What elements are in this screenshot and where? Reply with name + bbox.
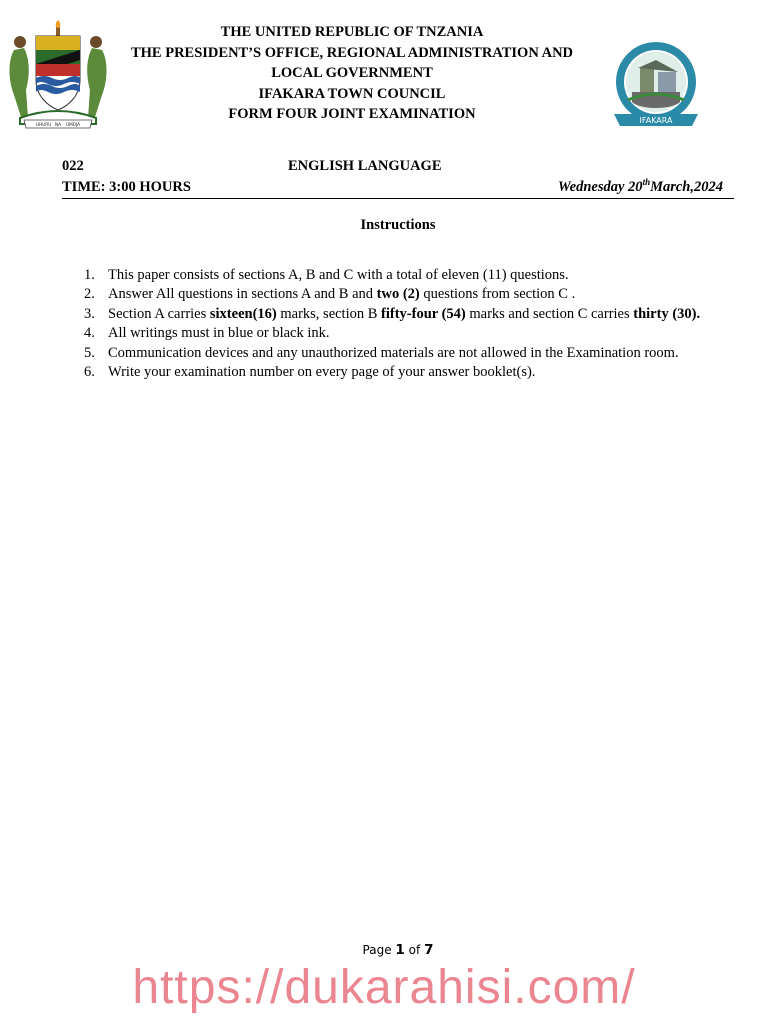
instruction-number: 4. <box>84 325 95 342</box>
page-footer <box>0 942 768 958</box>
instruction-fragment: marks and section C carries <box>465 305 634 322</box>
exam-header <box>100 22 604 125</box>
council-seal-icon <box>606 40 706 130</box>
instruction-fragment: Section A carries <box>108 305 210 322</box>
instruction-number: 3. <box>84 305 95 322</box>
page-number: 1 <box>395 942 405 958</box>
instruction-emphasis: fifty-four (54) <box>381 305 466 322</box>
instruction-text <box>108 266 569 285</box>
paper-code: 022 <box>62 158 84 174</box>
instruction-text <box>108 344 679 363</box>
instruction-item <box>84 344 700 363</box>
header-line-office: THE PRESIDENT’S OFFICE, REGIONAL ADMINISTRATION AND <box>130 44 574 61</box>
instruction-text <box>108 305 700 324</box>
page-word: Page <box>362 943 392 957</box>
exam-duration: TIME: 3:00 HOURS <box>62 179 191 195</box>
date-prefix: Wednesday 20 <box>557 179 643 195</box>
instruction-fragment: marks, section B <box>276 305 382 322</box>
exam-date <box>558 179 723 196</box>
instruction-item <box>84 285 700 304</box>
motto-word-2: NA <box>55 122 61 127</box>
header-divider <box>62 198 734 199</box>
instruction-item <box>84 363 700 382</box>
instruction-fragment: Answer All questions in sections A and B and <box>108 286 377 303</box>
instructions-list <box>84 266 700 382</box>
instruction-fragment: All writings must in blue or black ink. <box>108 325 330 342</box>
date-suffix: March,2024 <box>650 179 723 195</box>
instruction-emphasis: thirty (30). <box>633 305 701 322</box>
instruction-text <box>108 324 330 343</box>
motto-word-3: UMOJA <box>66 122 80 127</box>
instructions-title: Instructions <box>360 217 436 233</box>
header-line-country: THE UNITED REPUBLIC OF TNZANIA <box>220 24 484 40</box>
instruction-fragment: This paper consists of sections A, B and C with a total of eleven (11) questions. <box>108 267 569 283</box>
instruction-fragment: questions from section C . <box>419 286 576 303</box>
instruction-item <box>84 266 700 285</box>
instruction-emphasis: sixteen(16) <box>209 305 277 322</box>
page-total: 7 <box>424 942 434 958</box>
of-word: of <box>408 943 421 957</box>
motto-word-1: UHURU <box>36 122 52 127</box>
instruction-number: 1. <box>84 267 95 283</box>
header-line-exam: FORM FOUR JOINT EXAMINATION <box>228 106 476 123</box>
header-line-council: IFAKARA TOWN COUNCIL <box>258 85 446 102</box>
watermark-url: https://dukarahisi.com/ <box>132 961 636 1014</box>
seal-text: IFAKARA <box>639 116 673 125</box>
subject-title: ENGLISH LANGUAGE <box>288 158 442 174</box>
instruction-text <box>108 363 535 382</box>
instruction-emphasis: two (2) <box>376 286 420 303</box>
header-line-government: LOCAL GOVERNMENT <box>271 65 433 82</box>
instruction-item <box>84 305 700 324</box>
instruction-number: 5. <box>84 344 95 361</box>
instruction-fragment: Communication devices and any unauthorized materials are not allowed in the Examination room. <box>108 344 679 361</box>
instruction-number: 6. <box>84 364 95 381</box>
instruction-number: 2. <box>84 286 95 303</box>
instruction-item <box>84 324 700 343</box>
instruction-text <box>108 285 575 304</box>
coat-of-arms-icon <box>6 20 110 130</box>
date-ordinal: th <box>642 177 651 187</box>
instruction-fragment: Write your examination number on every page of your answer booklet(s). <box>108 364 536 381</box>
